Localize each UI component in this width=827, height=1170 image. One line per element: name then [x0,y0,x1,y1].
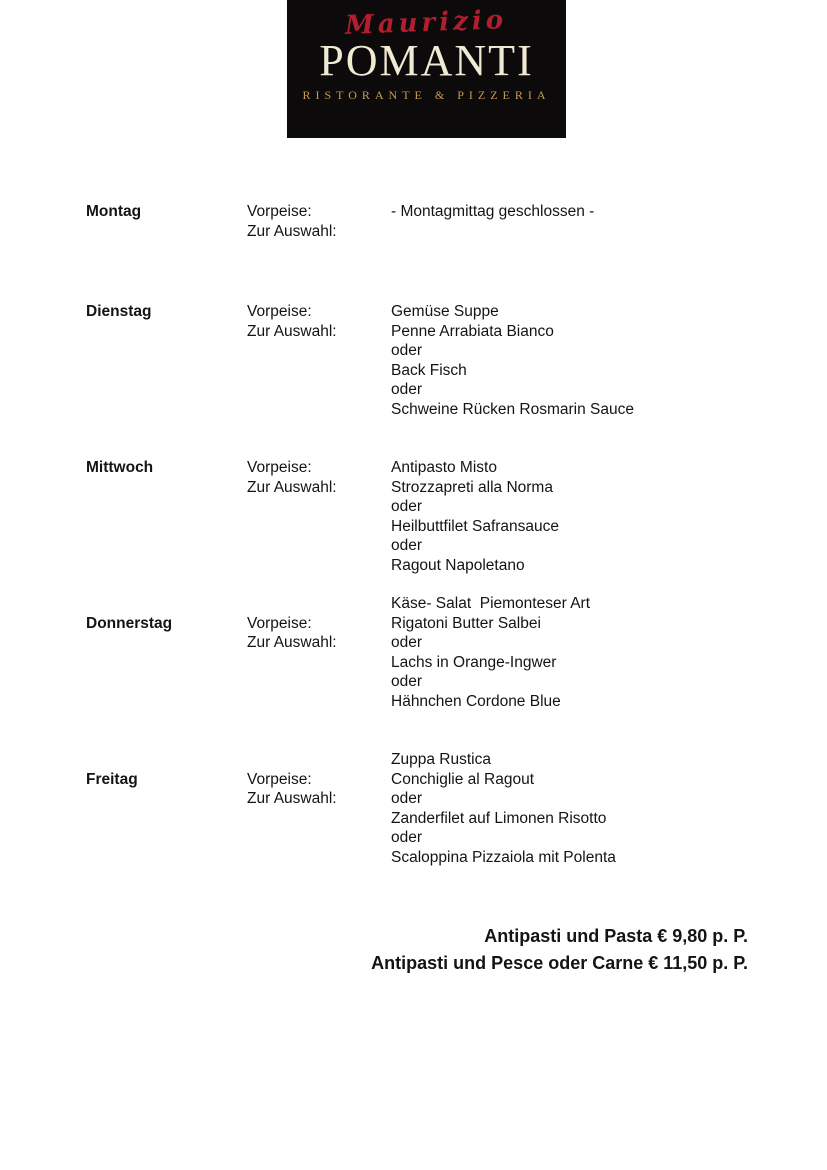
day-column [86,750,247,789]
menu-section-montag [86,202,748,241]
starter-label: Vorpeise: [247,770,312,788]
menu-section-freitag [86,750,748,867]
day-label: Mittwoch [86,459,154,476]
choice-label: Zur Auswahl: [247,222,337,240]
day-column [86,202,247,222]
dish-line: Ragout Napoletano [391,556,525,574]
day-label: Freitag [86,770,138,788]
dish-line: Lachs in Orange-Ingwer [391,653,557,671]
dish-line: - Montagmittag geschlossen - [391,203,595,220]
choice-label: Zur Auswahl: [247,322,337,340]
label-column [247,302,391,341]
dish-line: oder [391,537,423,554]
day-column [86,458,247,478]
dish-line: oder [391,673,423,690]
label-column [247,594,391,653]
dish-line: oder [391,381,423,398]
dish-line: Scaloppina Pizzaiola mit Polenta [391,848,616,866]
dish-column [391,202,748,222]
price-line-pesce-carne: Antipasti und Pesce oder Carne € 11,50 p. P. [371,952,748,973]
price-line-pasta: Antipasti und Pasta € 9,80 p. P. [484,926,748,946]
dish-line: Strozzapreti alla Norma [391,478,553,496]
dish-line: Käse- Salat Piemonteser Art [391,595,591,612]
price-footer [371,923,748,976]
dish-line: Conchiglie al Ragout [391,770,535,788]
logo-subtitle-text: RISTORANTE & PIZZERIA [302,88,551,102]
choice-label: Zur Auswahl: [247,634,337,651]
dish-line: Zanderfilet auf Limonen Risotto [391,809,607,827]
logo-name-text: POMANTI [319,36,534,85]
dish-column [391,750,748,867]
day-column [86,594,247,633]
dish-line: oder [391,498,423,515]
choice-label: Zur Auswahl: [247,478,337,496]
dish-column [391,594,748,711]
menu-section-mittwoch [86,458,748,575]
menu-section-donnerstag [86,594,748,711]
dish-line: Back Fisch [391,361,467,379]
dish-line: Antipasto Misto [391,459,497,476]
day-column [86,302,247,322]
dish-line: Rigatoni Butter Salbei [391,614,541,632]
label-column [247,750,391,809]
dish-line: Hähnchen Cordone Blue [391,692,561,710]
dish-line: Penne Arrabiata Bianco [391,322,554,340]
label-column [247,458,391,497]
dish-line: Heilbuttfilet Safransauce [391,517,560,535]
dish-column [391,302,748,419]
dish-line: oder [391,829,423,846]
starter-label: Vorpeise: [247,459,312,476]
dish-line: Zuppa Rustica [391,751,491,768]
starter-label: Vorpeise: [247,203,312,220]
restaurant-logo [287,0,566,138]
choice-label: Zur Auswahl: [247,790,337,807]
weekly-menu [86,202,748,867]
label-column [247,202,391,241]
dish-line: Schweine Rücken Rosmarin Sauce [391,400,634,418]
starter-label: Vorpeise: [247,614,312,632]
day-label: Dienstag [86,303,152,320]
day-label: Montag [86,203,142,220]
dish-line: oder [391,634,423,651]
day-label: Donnerstag [86,614,173,632]
dish-line: Gemüse Suppe [391,303,499,320]
dish-line: oder [391,342,423,359]
menu-section-dienstag [86,302,748,419]
dish-column [391,458,748,575]
dish-line: oder [391,790,423,807]
logo-script-text: Maurizio [344,5,509,41]
starter-label: Vorpeise: [247,303,312,320]
